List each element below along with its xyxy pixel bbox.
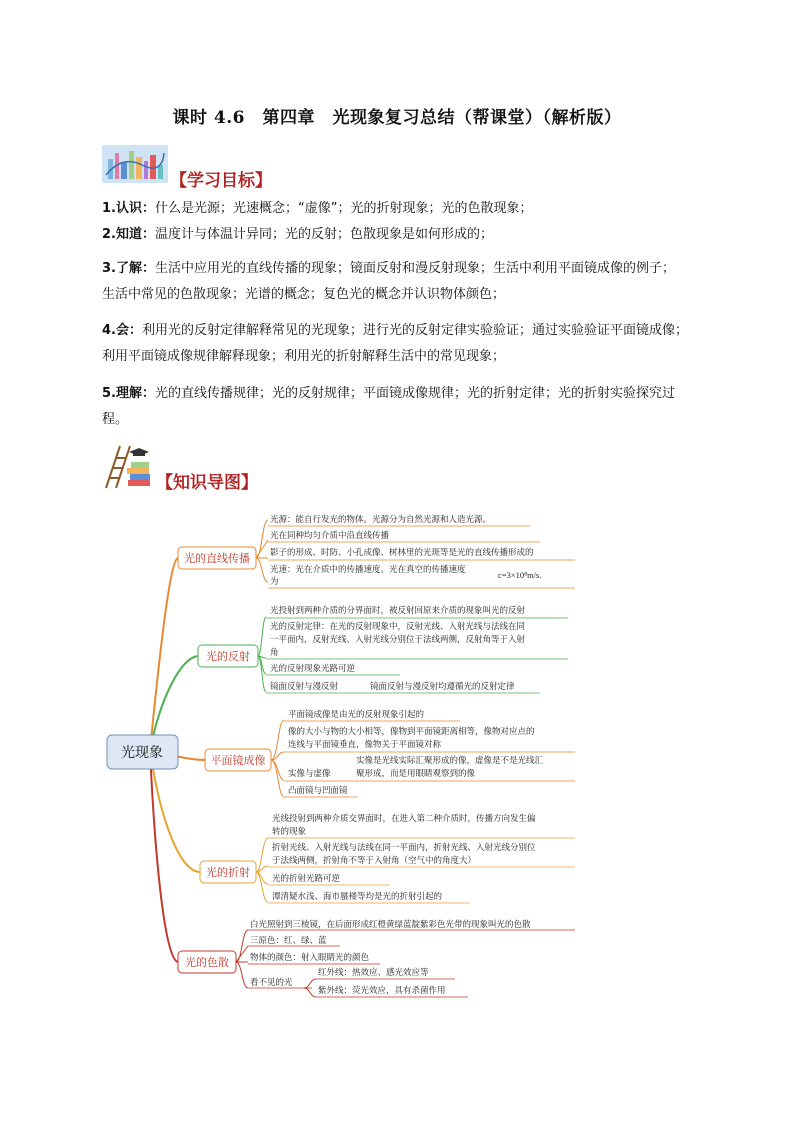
mindmap-heading: 【知识导图】	[156, 473, 258, 493]
svg-text:连线与平面镜垂直，像物关于平面镜对称: 连线与平面镜垂直，像物关于平面镜对称	[288, 740, 442, 750]
svg-text:转的现象: 转的现象	[272, 827, 307, 837]
svg-text:一平面内，反射光线、入射光线分别位于法线两侧，反射角等于入射: 一平面内，反射光线、入射光线分别位于法线两侧，反射角等于入射	[270, 635, 526, 645]
svg-text:光的反射定律：在光的反射现象中，反射光线、入射光线与法线在同: 光的反射定律：在光的反射现象中，反射光线、入射光线与法线在同	[270, 622, 526, 632]
svg-text:光线投射到两种介质交界面时，在进入第二种介质时，传播方向发生: 光线投射到两种介质交界面时，在进入第二种介质时，传播方向发生偏	[272, 814, 536, 824]
branch-curve-5	[150, 750, 178, 962]
svg-text:物体的颜色：射入眼睛光的颜色: 物体的颜色：射入眼睛光的颜色	[250, 953, 370, 963]
svg-text:角: 角	[270, 648, 279, 658]
svg-text:光在同种均匀介质中沿直线传播: 光在同种均匀介质中沿直线传播	[270, 531, 390, 541]
svg-text:光源：能自行发光的物体。光源分为自然光源和人造光源。: 光源：能自行发光的物体。光源分为自然光源和人造光源。	[270, 515, 492, 525]
page-title: 课时 4.6 第四章 光现象复习总结（帮课堂）（解析版）	[172, 108, 622, 128]
svg-text:紫外线：荧光效应，具有杀菌作用: 紫外线：荧光效应，具有杀菌作用	[318, 986, 446, 996]
svg-text:镜面反射与漫反射均遵循光的反射定律: 镜面反射与漫反射均遵循光的反射定律	[370, 682, 515, 692]
objective-2: 2.知道：温度计与体温计异同；光的反射；色散现象是如何形成的；	[102, 227, 493, 242]
svg-text:平面镜成像: 平面镜成像	[210, 754, 266, 767]
branch-curve-1	[150, 558, 178, 750]
objective-5: 5.理解：光的直线传播规律；光的反射规律；平面镜成像规律；光的折射定律；光的折射实验探究过 程。	[102, 386, 675, 427]
svg-text:像的大小与物的大小相等，像物到平面镜距离相等，像物对应点的: 像的大小与物的大小相等，像物到平面镜距离相等，像物对应点的	[288, 727, 535, 737]
svg-text:实像与虚像: 实像与虚像	[288, 769, 331, 779]
svg-text:三原色：红、绿、蓝: 三原色：红、绿、蓝	[250, 936, 327, 946]
svg-text:影子的形成、时防、小孔成像、树林里的光斑等是光的直线传播形成: 影子的形成、时防、小孔成像、树林里的光斑等是光的直线传播形成的	[270, 548, 534, 558]
svg-text:光的色散: 光的色散	[185, 956, 229, 969]
objectives-heading: 【学习目标】	[170, 171, 272, 191]
svg-text:光的反射: 光的反射	[206, 650, 250, 663]
objective-4: 4.会：利用光的反射定律解释常见的光现象；进行光的反射定律实验验证；通过实验验证平面镜成像； 利用平面镜成像规律解释现象；利用光的折射解释生活中的常见现象；	[102, 323, 688, 364]
root-label: 光现象	[121, 745, 163, 761]
svg-text:c=3×10⁸m/s.: c=3×10⁸m/s.	[498, 570, 542, 580]
svg-text:光的直线传播: 光的直线传播	[184, 552, 250, 565]
svg-text:平面镜成像是由光的反射现象引起的: 平面镜成像是由光的反射现象引起的	[288, 710, 425, 720]
svg-text:潭清疑水浅、海市蜃楼等均是光的折射引起的: 潭清疑水浅、海市蜃楼等均是光的折射引起的	[272, 892, 443, 902]
svg-text:光投射到两种介质的分界面时，被反射回原来介质的现象叫光的反射: 光投射到两种介质的分界面时，被反射回原来介质的现象叫光的反射	[270, 606, 526, 616]
objective-3: 3.了解：生活中应用光的直线传播的现象；镜面反射和漫反射现象；生活中利用平面镜成像的例子； 生活中常见的色散现象；光谱的概念；复色光的概念并认识物体颜色；	[102, 261, 675, 302]
svg-text:折射光线、入射光线与法线在同一平面内，折射光线、入射光线分别: 折射光线、入射光线与法线在同一平面内，折射光线、入射光线分别位	[272, 843, 536, 853]
svg-text:于法线两侧，折射角不等于入射角（空气中的角度大）: 于法线两侧，折射角不等于入射角（空气中的角度大）	[272, 856, 477, 866]
svg-text:凸面镜与凹面镜: 凸面镜与凹面镜	[288, 786, 348, 796]
svg-text:光的反射现象光路可逆: 光的反射现象光路可逆	[270, 664, 356, 674]
svg-text:光的折射光路可逆: 光的折射光路可逆	[272, 874, 341, 884]
svg-text:白光照射到三棱镜，在后面形成红橙黄绿蓝靛紫彩色光带的现象叫光: 白光照射到三棱镜，在后面形成红橙黄绿蓝靛紫彩色光带的现象叫光的色散	[250, 920, 531, 930]
objective-1: 1.认识：什么是光源；光速概念；“虚像”；光的折射现象；光的色散现象；	[102, 201, 533, 216]
svg-text:实像是光线实际汇聚形成的像，虚像是不是光线汇: 实像是光线实际汇聚形成的像，虚像是不是光线汇	[356, 756, 544, 766]
svg-text:镜面反射与漫反射: 镜面反射与漫反射	[270, 682, 339, 692]
svg-text:光的折射: 光的折射	[206, 866, 250, 879]
svg-text:光速：光在介质中的传播速度。光在真空的传播速度: 光速：光在介质中的传播速度。光在真空的传播速度	[270, 565, 466, 575]
svg-text:为: 为	[270, 577, 279, 587]
svg-text:聚形成，而是用眼睛观察到的像: 聚形成，而是用眼睛观察到的像	[356, 769, 476, 779]
svg-text:看不见的光: 看不见的光	[250, 978, 293, 988]
svg-text:红外线：热效应、感光效应等: 红外线：热效应、感光效应等	[318, 968, 429, 978]
